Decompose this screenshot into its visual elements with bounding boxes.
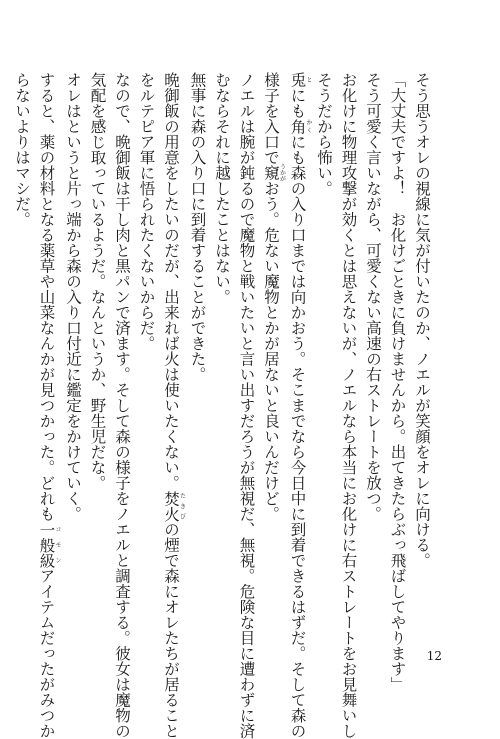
ruby-reading: と (305, 72, 312, 88)
text-column (34, 72, 61, 739)
text-column: をルテピア軍に悟られたくないからだ。 (137, 72, 156, 351)
text-segment: アイテムだったがみつか (37, 568, 56, 739)
text-column: そう思うオレの視線に気が付いたのか、ノエルが笑顔をオレに向ける。 (413, 72, 431, 568)
ruby-base: 一般級 (37, 521, 56, 568)
text-column: 無事に森の入り口に到着することができた。 (188, 72, 207, 382)
text-column: オレはというと片っ端から森の入り口付近に鑑定をかけていく。 (64, 72, 82, 522)
text-segment: の煙で森にオレたちが居ること (162, 521, 180, 739)
ruby-annotation (288, 118, 312, 135)
text-segment: にも (288, 87, 307, 119)
text-column (259, 72, 286, 652)
text-column (285, 72, 312, 739)
text-segment: にも森の入り口までは向かおう。そこまでなら今日中に到着できるはずだ。そして森の (288, 134, 307, 739)
text-column: らないよりはマシだ。 (13, 72, 31, 227)
ruby-base: 焚火 (162, 490, 180, 522)
text-column: ノエルは腕が鈍るので魔物と戦いたいと言い出すだろうが無視だ、無視。危険な目に遭わずに済 (237, 72, 256, 739)
ruby-base: 角 (288, 118, 307, 134)
text-column: 気配を感じ取っているようだ。なんというか、野生児だな。 (88, 72, 107, 491)
page-number: 12 (426, 649, 442, 663)
ruby-reading: かく (305, 118, 312, 134)
text-column: お化けに物理攻撃が効くとは思えないが、ノエルなら本当にお化けに右ストレートをお見舞いし (339, 72, 358, 739)
text-segment: 様子を入口で (262, 72, 280, 165)
text-column: そう可愛く言いながら、可愛くない高速の右ストレートを放つ。 (364, 72, 382, 522)
text-column: 「大丈夫ですよ！ お化けごときに負けませんから。出てきたらぶっ飛ばしてやります」 (388, 72, 407, 692)
text-segment: おう。危ない魔物とかが居ないと良いんだけど。 (262, 180, 280, 522)
text-segment: すると、薬の材料となる薬草や山菜なんかが見つかった。どれも (37, 72, 56, 522)
ruby-annotation (262, 163, 286, 182)
text-column: そうだから怖い。 (315, 72, 333, 196)
ruby-annotation (288, 72, 312, 88)
ruby-annotation (37, 521, 61, 569)
ruby-reading: コモン (54, 521, 61, 568)
text-segment: 晩御飯の用意をしたいのだが、出来れば火は使いたくない。 (162, 72, 180, 491)
ruby-base: 窺 (262, 163, 280, 182)
text-column: なので、晩御飯は干し肉と黒パンで済ます。そして森の様子をノエルと調査する。彼女は魔物の (113, 72, 131, 739)
ruby-annotation (162, 490, 186, 522)
text-column: むならそれに越したことはない。 (213, 72, 231, 305)
ruby-reading: うかが (278, 163, 286, 182)
ruby-base: 兎 (288, 72, 307, 88)
text-column (159, 72, 186, 739)
ruby-reading: たきび (178, 490, 186, 522)
